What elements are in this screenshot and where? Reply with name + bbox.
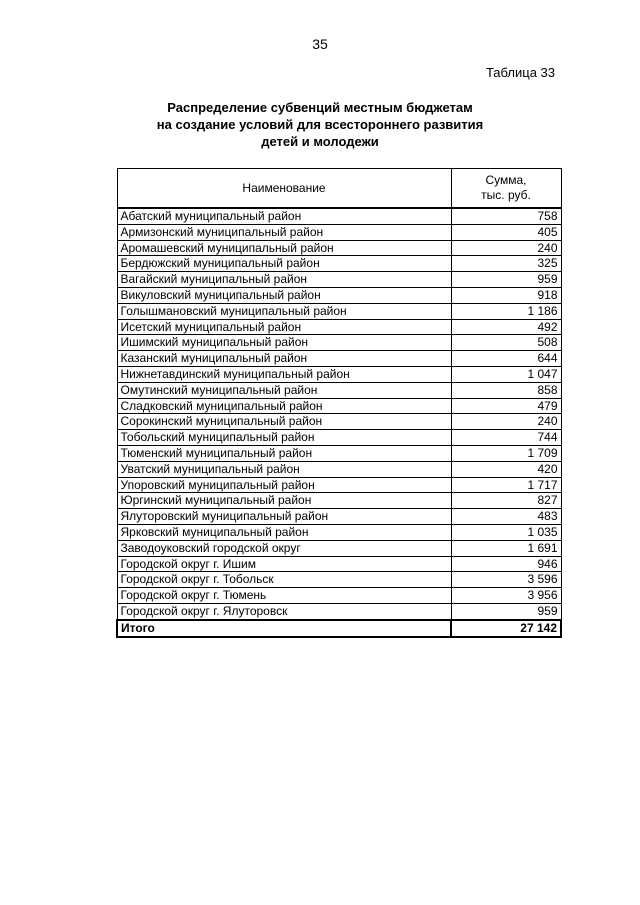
row-sum: 959 (451, 603, 561, 619)
table-label: Таблица 33 (485, 65, 555, 80)
row-name: Уватский муниципальный район (117, 461, 451, 477)
row-name: Бердюжский муниципальный район (117, 256, 451, 272)
total-label: Итого (117, 620, 451, 637)
table-row (117, 224, 561, 240)
row-sum: 1 035 (451, 524, 561, 540)
row-sum: 827 (451, 493, 561, 509)
row-name: Ярковский муниципальный район (117, 524, 451, 540)
row-sum: 758 (451, 208, 561, 224)
row-sum: 1 047 (451, 366, 561, 382)
table-row (117, 366, 561, 382)
row-sum: 3 596 (451, 572, 561, 588)
table-row (117, 524, 561, 540)
row-name: Викуловский муниципальный район (117, 287, 451, 303)
row-name: Ишимский муниципальный район (117, 335, 451, 351)
table-row (117, 430, 561, 446)
table-row (117, 319, 561, 335)
table-row (117, 382, 561, 398)
row-name: Тюменский муниципальный район (117, 445, 451, 461)
table-row (117, 540, 561, 556)
row-sum: 744 (451, 430, 561, 446)
title-line-2: на создание условий для всестороннего развития (156, 117, 484, 132)
row-name: Городской округ г. Ишим (117, 556, 451, 572)
row-name: Исетский муниципальный район (117, 319, 451, 335)
header-sum-line-2: тыс. руб. (481, 188, 531, 202)
row-name: Городской округ г. Ялуторовск (117, 603, 451, 619)
table-row (117, 603, 561, 619)
row-name: Ялуторовский муниципальный район (117, 509, 451, 525)
row-sum: 483 (451, 509, 561, 525)
row-sum: 946 (451, 556, 561, 572)
row-name: Юргинский муниципальный район (117, 493, 451, 509)
header-sum (451, 169, 561, 209)
row-sum: 644 (451, 351, 561, 367)
row-sum: 3 956 (451, 588, 561, 604)
table-row (117, 287, 561, 303)
row-name: Нижнетавдинский муниципальный район (117, 366, 451, 382)
table-row (117, 335, 561, 351)
total-row (117, 620, 561, 637)
row-name: Абатский муниципальный район (117, 208, 451, 224)
row-name: Тобольский муниципальный район (117, 430, 451, 446)
table-row (117, 493, 561, 509)
total-sum: 27 142 (451, 620, 561, 637)
table-row (117, 272, 561, 288)
row-sum: 1 709 (451, 445, 561, 461)
row-sum: 420 (451, 461, 561, 477)
table-row (117, 208, 561, 224)
title-line-3: детей и молодежи (261, 134, 379, 149)
row-name: Городской округ г. Тюмень (117, 588, 451, 604)
row-sum: 240 (451, 240, 561, 256)
row-sum: 858 (451, 382, 561, 398)
row-name: Вагайский муниципальный район (117, 272, 451, 288)
table-row (117, 556, 561, 572)
row-sum: 479 (451, 398, 561, 414)
subvention-table (116, 168, 562, 638)
page-number: 35 (312, 36, 328, 52)
title-line-1: Распределение субвенций местным бюджетам (167, 100, 473, 115)
row-name: Заводоуковский городской округ (117, 540, 451, 556)
row-name: Упоровский муниципальный район (117, 477, 451, 493)
row-sum: 325 (451, 256, 561, 272)
header-name: Наименование (117, 169, 451, 209)
row-name: Аромашевский муниципальный район (117, 240, 451, 256)
table-row (117, 414, 561, 430)
row-name: Сорокинский муниципальный район (117, 414, 451, 430)
row-name: Омутинский муниципальный район (117, 382, 451, 398)
table-row (117, 572, 561, 588)
row-sum: 959 (451, 272, 561, 288)
table-row (117, 351, 561, 367)
table-row (117, 303, 561, 319)
document-title (100, 99, 540, 150)
row-name: Голышмановский муниципальный район (117, 303, 451, 319)
row-sum: 508 (451, 335, 561, 351)
row-name: Городской округ г. Тобольск (117, 572, 451, 588)
row-sum: 240 (451, 414, 561, 430)
header-sum-line-1: Сумма, (485, 173, 527, 187)
row-name: Сладковский муниципальный район (117, 398, 451, 414)
row-sum: 1 717 (451, 477, 561, 493)
row-sum: 1 186 (451, 303, 561, 319)
table-row (117, 398, 561, 414)
row-sum: 1 691 (451, 540, 561, 556)
row-sum: 492 (451, 319, 561, 335)
table-row (117, 256, 561, 272)
table-body (117, 208, 561, 620)
row-sum: 405 (451, 224, 561, 240)
table-row (117, 588, 561, 604)
table-row (117, 445, 561, 461)
table-header-row (117, 169, 561, 209)
table-row (117, 477, 561, 493)
row-name: Казанский муниципальный район (117, 351, 451, 367)
table-row (117, 509, 561, 525)
table-row (117, 240, 561, 256)
row-name: Армизонский муниципальный район (117, 224, 451, 240)
table-row (117, 461, 561, 477)
row-sum: 918 (451, 287, 561, 303)
